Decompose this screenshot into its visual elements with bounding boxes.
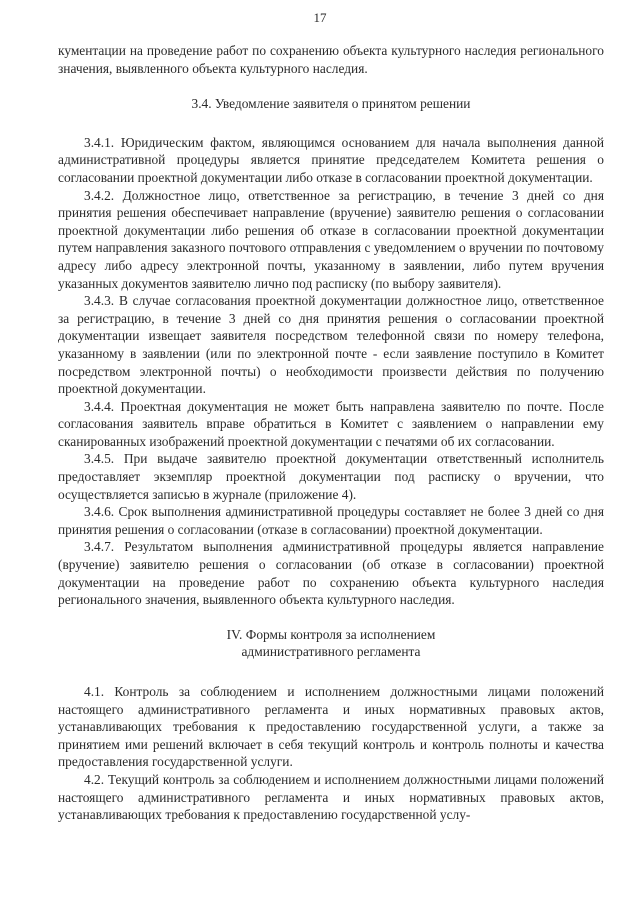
paragraph-3-4-7: 3.4.7. Результатом выполнения административной процедуры является направление (вручение) заявителю решения о согласовании (об отказе в согласовании) проектной документации на проведение работ по сохранению объекта культурного наследия регионального значения, выявленного объекта культурного наследия. [58, 539, 604, 608]
paragraph-3-4-5: 3.4.5. При выдаче заявителю проектной документации ответственный исполнитель предоставляет экземпляр проектной документации под расписку о вручении, что осуществляется записью в журнале (приложение 4). [58, 451, 604, 502]
page-number: 17 [313, 10, 327, 25]
paragraph-3-4-3: 3.4.3. В случае согласования проектной документации должностное лицо, ответственное за регистрацию, в течение 3 дней со дня принятия решения о согласовании проектной документации извещает заявителя посредством телефонной связи по номеру телефона, указанному в заявлении (или по электронной почте - если заявление поступило в Комитет посредством электронной почты) о необходимости произвести действия по получению проектной документации. [58, 293, 604, 397]
paragraph-3-4-1: 3.4.1. Юридическим фактом, являющимся основанием для начала выполнения данной административной процедуры является принятие председателем Комитета решения о согласовании проектной документации либо отказе в согласовании проектной документации. [58, 134, 604, 185]
paragraph-4-2: 4.2. Текущий контроль за соблюдением и исполнением должностными лицами положений настоящего административного регламента и иных нормативных правовых актов, устанавливающих требования к предоставлению государственной услу- [58, 771, 604, 823]
paragraph-3-4-4: 3.4.4. Проектная документация не может быть направлена заявителю по почте. После согласования заявитель вправе обратиться в Комитет с заявлением о направлении ему сканированных изображений проектной документации с печатями об их согласовании. [58, 398, 604, 449]
paragraph-4-1: 4.1. Контроль за соблюдением и исполнением должностными лицами положений настоящего административного регламента и иных нормативных правовых актов, устанавливающих требования к предоставлению государственной услуги, а также за принятием ими решений включает в себя текущий контроль и контроль полноты и качества предоставления государственной услуги. [58, 684, 604, 770]
section-iv-title-line1: IV. Формы контроля за исполнением [226, 626, 436, 642]
intro-paragraph: кументации на проведение работ по сохранению объекта культурного наследия регионального значения, выявленного объекта культурного наследия. [58, 43, 604, 76]
paragraph-3-4-6: 3.4.6. Срок выполнения административной процедуры составляет не более 3 дней со дня принятия решения о согласовании (отказе в согласовании) проектной документации. [58, 504, 604, 537]
section-3-4-title: 3.4. Уведомление заявителя о принятом решении [191, 96, 471, 112]
section-iv-title-line2: административного регламента [241, 644, 421, 660]
paragraph-3-4-2: 3.4.2. Должностное лицо, ответственное за регистрацию, в течение 3 дней со дня принятия решения обеспечивает направление (вручение) заявителю решения о согласовании проектной документации либо решения об отказе в согласовании проектной документации путем направления заказного почтового отправления с уведомлением о вручении по почтовому адресу либо адресу электронной почты, указанному в заявлении, либо путем вручения указанных документов заявителю лично под расписку (по выбору заявителя). [58, 187, 604, 291]
document-body [58, 42, 604, 824]
section-iv-title [58, 626, 604, 661]
